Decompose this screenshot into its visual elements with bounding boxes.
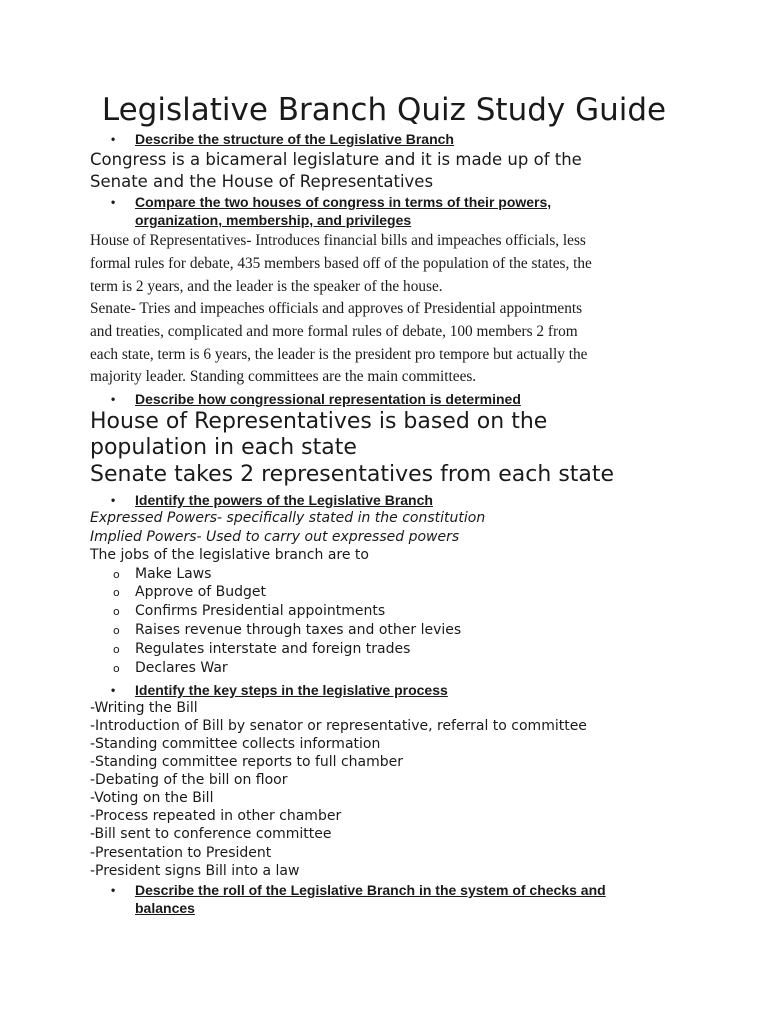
question-text: Identify the key steps in the legislative process — [135, 682, 448, 698]
process-step: -Presentation to President — [90, 845, 272, 861]
question-text: Compare the two houses of congress in terms of their powers, — [135, 194, 552, 210]
list-item-text: Approve of Budget — [135, 584, 267, 600]
answer-line: Expressed Powers- specifically stated in the constitution — [90, 510, 486, 526]
answer-line: formal rules for debate, 435 members based off of the population of the states, the — [90, 255, 592, 272]
list-item-text: Raises revenue through taxes and other levies — [135, 622, 462, 638]
bullet-icon: • — [111, 683, 116, 697]
bullet-icon: • — [111, 883, 116, 897]
answer-line: term is 2 years, and the leader is the speaker of the house. — [90, 278, 443, 295]
answer-line: House of Representatives- Introduces financial bills and impeaches officials, less — [90, 232, 586, 249]
answer-line: The jobs of the legislative branch are to — [90, 547, 369, 563]
process-step: -Introduction of Bill by senator or representative, referral to committee — [90, 718, 587, 734]
answer-line: majority leader. Standing committees are the main committees. — [90, 368, 477, 385]
process-step: -Standing committee reports to full chamber — [90, 754, 404, 770]
list-item-text: Declares War — [135, 660, 228, 676]
question-text: Describe the structure of the Legislative Branch — [135, 131, 454, 147]
bullet-icon: • — [111, 392, 116, 406]
question-text: Describe the roll of the Legislative Branch in the system of checks and — [135, 882, 606, 898]
question-text: Identify the powers of the Legislative Branch — [135, 492, 433, 508]
process-step: -Bill sent to conference committee — [90, 826, 332, 842]
answer-line: and treaties, complicated and more formal rules of debate, 100 members 2 from — [90, 323, 578, 340]
answer-line: population in each state — [90, 435, 357, 460]
process-step: -Debating of the bill on floor — [90, 772, 288, 788]
page-title: Legislative Branch Quiz Study Guide — [101, 92, 667, 128]
question-text: organization, membership, and privileges — [135, 212, 412, 228]
answer-line: Senate- Tries and impeaches officials and approves of Presidential appointments — [90, 300, 583, 317]
circle-bullet-icon: o — [113, 586, 120, 599]
list-item-text: Regulates interstate and foreign trades — [135, 641, 411, 657]
process-step: -Standing committee collects information — [90, 736, 381, 752]
answer-line: House of Representatives is based on the — [90, 409, 548, 434]
answer-line: each state, term is 6 years, the leader is the president pro tempore but actually the — [90, 346, 588, 363]
answer-line: Congress is a bicameral legislature and it is made up of the — [90, 150, 582, 169]
circle-bullet-icon: o — [113, 643, 120, 656]
question-text: Describe how congressional representation is determined — [135, 391, 521, 407]
circle-bullet-icon: o — [113, 624, 120, 637]
answer-line: Senate and the House of Representatives — [90, 172, 434, 191]
answer-line: Senate takes 2 representatives from each state — [90, 462, 615, 487]
circle-bullet-icon: o — [113, 568, 120, 581]
process-step: -Writing the Bill — [90, 700, 198, 716]
bullet-icon: • — [111, 493, 116, 507]
list-item-text: Make Laws — [135, 566, 212, 582]
circle-bullet-icon: o — [113, 605, 120, 618]
process-step: -President signs Bill into a law — [90, 863, 300, 879]
circle-bullet-icon: o — [113, 662, 120, 675]
process-step: -Process repeated in other chamber — [90, 808, 342, 824]
bullet-icon: • — [111, 132, 116, 146]
process-step: -Voting on the Bill — [90, 790, 214, 806]
list-item-text: Confirms Presidential appointments — [135, 603, 386, 619]
question-text: balances — [135, 900, 195, 916]
answer-line: Implied Powers- Used to carry out expressed powers — [90, 529, 460, 545]
bullet-icon: • — [111, 195, 116, 209]
